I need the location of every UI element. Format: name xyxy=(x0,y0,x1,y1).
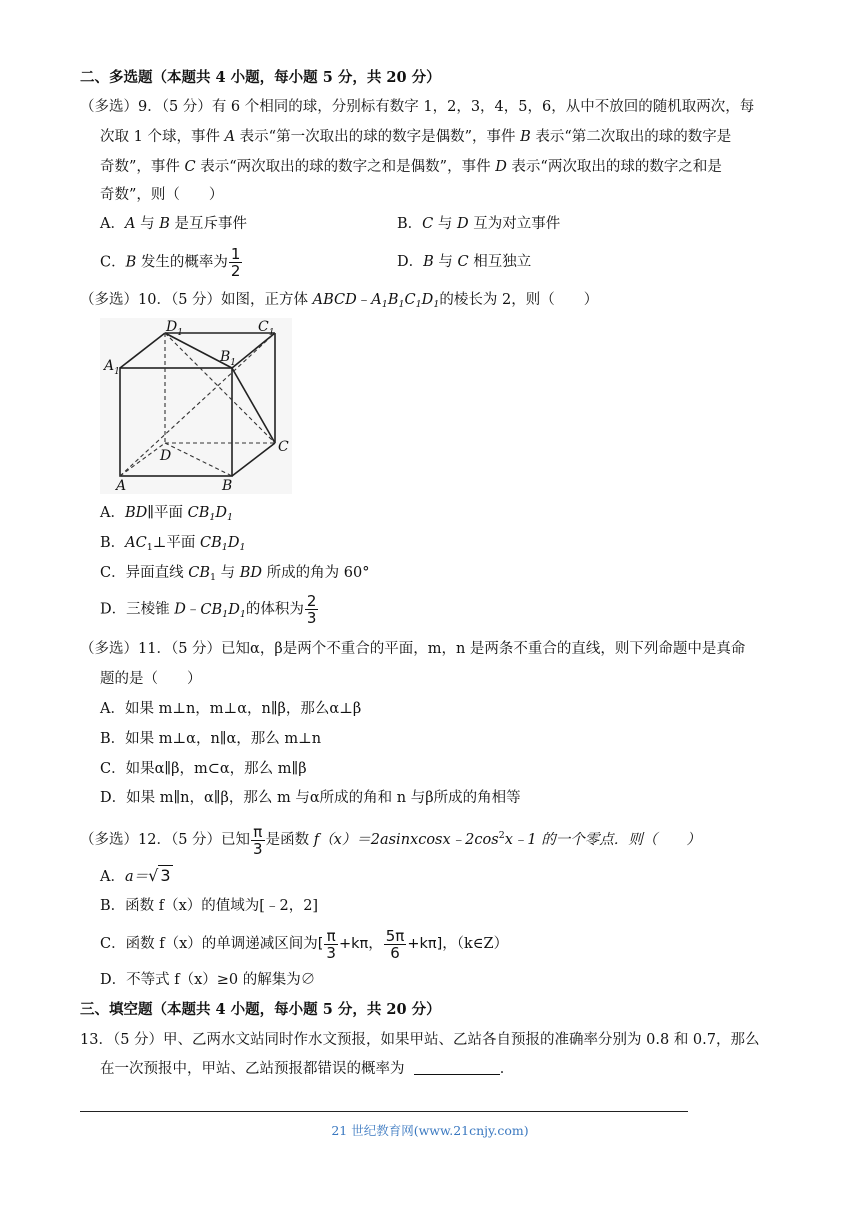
q11-option-c: C．如果α∥β，m⊂α，那么 m∥β xyxy=(100,761,307,777)
text: 表示“第一次取出的球的数字是偶数”，事件 xyxy=(235,129,521,145)
var: C xyxy=(188,565,200,581)
var: C xyxy=(422,216,434,232)
text: 的体积为 xyxy=(245,601,304,618)
numerator: 5π xyxy=(385,926,405,945)
question-10-line-1 xyxy=(80,290,598,315)
vertex-label-a1: $A_1$ xyxy=(104,358,120,377)
var: D xyxy=(456,216,469,232)
fraction-pi-over-3 xyxy=(251,824,265,857)
cube-name: ABCD xyxy=(312,292,357,308)
text: 互为对立事件 xyxy=(468,216,561,232)
text: 所成的角为 60° xyxy=(262,565,370,581)
var: A xyxy=(124,216,136,232)
fraction xyxy=(229,246,243,279)
var: D xyxy=(215,505,228,521)
subscript: 1 xyxy=(221,542,228,553)
text: 相互独立 xyxy=(468,254,532,270)
question-tag: （多选） xyxy=(80,292,138,308)
function-expression: x﹣1 的一个零点．则（ ） xyxy=(504,832,701,848)
text: ，（k∈Z） xyxy=(442,936,509,952)
numerator: π xyxy=(324,928,338,945)
option-label: D． xyxy=(100,601,127,618)
var: C xyxy=(200,601,212,618)
fraction xyxy=(384,928,407,961)
section-heading-multiple-choice: 二、多选题（本题共 4 小题，每小题 5 分，共 20 分） xyxy=(80,69,441,86)
var: B xyxy=(423,254,434,270)
option-label: B． xyxy=(397,216,423,232)
vertex-label-c: C xyxy=(278,439,289,455)
denominator: 6 xyxy=(390,943,400,962)
var: C xyxy=(200,535,212,551)
var: D xyxy=(228,601,240,618)
question-9-line-3 xyxy=(100,157,722,177)
subscript: 1 xyxy=(222,608,229,620)
subscript: 1 xyxy=(433,299,440,310)
cube-figure xyxy=(100,318,292,494)
var: a＝ xyxy=(124,869,149,885)
vertex-label-a: A xyxy=(116,478,127,494)
subscript: 1 xyxy=(209,572,217,583)
option-label: A． xyxy=(100,869,125,885)
footer-source: 21 世纪教育网(www.21cnjy.com) xyxy=(331,1123,529,1138)
question-9-line-1 xyxy=(80,97,754,117)
option-label: C． xyxy=(100,254,126,271)
sqrt-3 xyxy=(148,866,172,886)
q9-option-a xyxy=(100,214,247,234)
var: B xyxy=(159,216,170,232)
question-13-line-2 xyxy=(100,1059,514,1079)
q12-option-b: B．函数 f（x）的值域为[﹣2，2] xyxy=(100,898,319,914)
text: 与 xyxy=(433,216,457,232)
question-9-line-4: 奇数”，则（ ） xyxy=(100,187,224,203)
q10-option-d xyxy=(100,593,319,631)
var: D xyxy=(227,535,240,551)
bracket: [ xyxy=(317,936,324,952)
text: 是函数 xyxy=(265,832,314,848)
text: ﹣ xyxy=(356,292,372,308)
numerator: π xyxy=(251,824,265,841)
option-label: A． xyxy=(100,505,125,521)
text: 平面 xyxy=(153,505,188,521)
q12-option-d: D．不等式 f（x）≥0 的解集为∅ xyxy=(100,972,316,988)
text: 奇数”，事件 xyxy=(100,159,185,175)
var: BD xyxy=(239,565,263,581)
question-number: 11．（5 分） xyxy=(138,641,222,657)
text: 已知 xyxy=(221,832,251,848)
var: C xyxy=(184,159,196,175)
fraction xyxy=(324,928,338,961)
q9-option-c xyxy=(100,246,243,279)
q12-option-a xyxy=(100,866,173,887)
var: B xyxy=(125,254,137,271)
vertex-label-d1: $D_1$ xyxy=(166,319,183,338)
var xyxy=(200,535,246,551)
var: B xyxy=(387,292,399,308)
denominator: 3 xyxy=(253,839,263,858)
subscript: 1 xyxy=(398,299,405,310)
denominator: 3 xyxy=(326,943,336,962)
var: AC xyxy=(125,535,147,551)
text: 表示“第二次取出的球的数字是 xyxy=(530,129,732,145)
text: ． xyxy=(499,1061,515,1077)
var xyxy=(188,565,210,581)
var: D xyxy=(495,159,507,175)
figure-background xyxy=(100,318,292,494)
var: A xyxy=(224,129,236,145)
subscript: 1 xyxy=(209,512,216,523)
question-text: 在一次预报中，甲站、乙站预报都错误的概率为 xyxy=(100,1061,405,1077)
question-tag: （多选） xyxy=(80,641,138,657)
var: C xyxy=(187,505,199,521)
subscript: 1 xyxy=(239,608,246,620)
question-tag: （多选） xyxy=(80,832,138,848)
text: 与 xyxy=(216,565,240,581)
var: C xyxy=(457,254,469,270)
subscript: 1 xyxy=(146,542,153,553)
text: 与 xyxy=(433,254,458,270)
var: B xyxy=(199,565,210,581)
text: 的棱长为 2，则（ ） xyxy=(439,292,599,308)
function-expression: f（x）＝2asinxcosx﹣2cos xyxy=(313,832,499,848)
text: 发生的概率为 xyxy=(136,254,228,271)
var: A xyxy=(371,292,382,308)
question-tag: （多选） xyxy=(80,99,138,115)
option-label: B． xyxy=(100,535,126,551)
text: ﹣ xyxy=(185,601,201,618)
q9-option-d xyxy=(397,252,531,272)
text: 如图，正方体 xyxy=(221,292,313,308)
subscript: 1 xyxy=(239,542,246,553)
text: +kπ， xyxy=(338,936,383,952)
question-9-line-2 xyxy=(100,127,731,147)
vertex-label-b1: $B_1$ xyxy=(220,349,237,368)
question-number: 13．（5 分） xyxy=(80,1032,164,1048)
q10-option-c xyxy=(100,563,369,588)
option-label: D． xyxy=(397,254,424,270)
text: 异面直线 xyxy=(125,565,189,581)
text: 表示“两次取出的球的数字之和是 xyxy=(506,159,722,175)
section-heading-fill-in: 三、填空题（本题共 4 小题，每小题 5 分，共 20 分） xyxy=(80,1001,441,1018)
subscript: 1 xyxy=(415,299,422,310)
denominator: 2 xyxy=(230,262,241,280)
question-number: 10．（5 分） xyxy=(138,292,222,308)
text: ∥ xyxy=(147,505,154,521)
q10-option-b xyxy=(100,533,246,558)
text: 次取 1 个球，事件 xyxy=(100,129,225,145)
var xyxy=(371,292,439,308)
numerator: 1 xyxy=(230,245,241,263)
fraction xyxy=(305,593,319,626)
var: B xyxy=(198,505,210,521)
radical-sign: √ xyxy=(148,866,159,885)
question-number: 9．（5 分） xyxy=(138,99,212,115)
denominator: 3 xyxy=(306,609,317,627)
q11-option-b: B．如果 m⊥α，n∥α，那么 m⊥n xyxy=(100,731,322,747)
q9-option-b xyxy=(397,214,560,234)
text: 与 xyxy=(135,216,160,232)
radicand: 3 xyxy=(160,866,171,885)
question-text: 已知α，β是两个不重合的平面，m，n 是两条不重合的直线，则下列命题中是真命 xyxy=(221,641,746,657)
question-text: 有 6 个相同的球，分别标有数字 1，2，3，4，5，6，从中不放回的随机取两次，每 xyxy=(211,99,755,115)
vertex-label-b: B xyxy=(222,478,233,494)
option-label: C． xyxy=(100,565,126,581)
var: B xyxy=(211,601,223,618)
superscript: 2 xyxy=(498,830,505,841)
answer-blank[interactable] xyxy=(414,1060,500,1075)
text: 表示“两次取出的球的数字之和是偶数”，事件 xyxy=(195,159,496,175)
question-11-line-1 xyxy=(80,639,745,659)
text: 平面 xyxy=(166,535,201,551)
q11-option-a: A．如果 m⊥n，m⊥α，n∥β，那么α⊥β xyxy=(100,701,362,717)
subscript: 1 xyxy=(227,512,234,523)
q12-option-c xyxy=(100,926,508,962)
question-12-line-1 xyxy=(80,818,701,858)
vertex-label-c1: $C_1$ xyxy=(258,319,275,338)
question-text: 甲、乙两水文站同时作水文预报，如果甲站、乙站各自预报的准确率分别为 0.8 和 0.7，那么 xyxy=(163,1032,760,1048)
var: C xyxy=(404,292,416,308)
text: 是互斥事件 xyxy=(169,216,247,232)
question-number: 12．（5 分） xyxy=(138,832,222,848)
var xyxy=(188,505,234,521)
text: ⊥ xyxy=(152,535,167,551)
vertex-label-d: D xyxy=(160,448,172,464)
var: D xyxy=(174,601,186,618)
var: B xyxy=(211,535,222,551)
var: B xyxy=(520,129,531,145)
footer-divider xyxy=(80,1111,688,1112)
q11-option-d: D．如果 m∥n，α∥β，那么 m 与α所成的角和 n 与β所成的角相等 xyxy=(100,790,521,806)
question-13-line-1 xyxy=(80,1030,760,1050)
text: 三棱锥 xyxy=(126,601,175,618)
question-11-line-2: 题的是（ ） xyxy=(100,671,202,687)
text: +kπ] xyxy=(407,936,443,952)
q10-option-a xyxy=(100,503,233,528)
var: D xyxy=(421,292,434,308)
option-label: C．函数 f（x）的单调递减区间为 xyxy=(100,936,318,952)
numerator: 2 xyxy=(306,592,317,610)
subscript: 1 xyxy=(381,299,388,310)
var xyxy=(200,602,246,618)
option-label: A． xyxy=(100,216,125,232)
var: BD xyxy=(124,505,148,521)
